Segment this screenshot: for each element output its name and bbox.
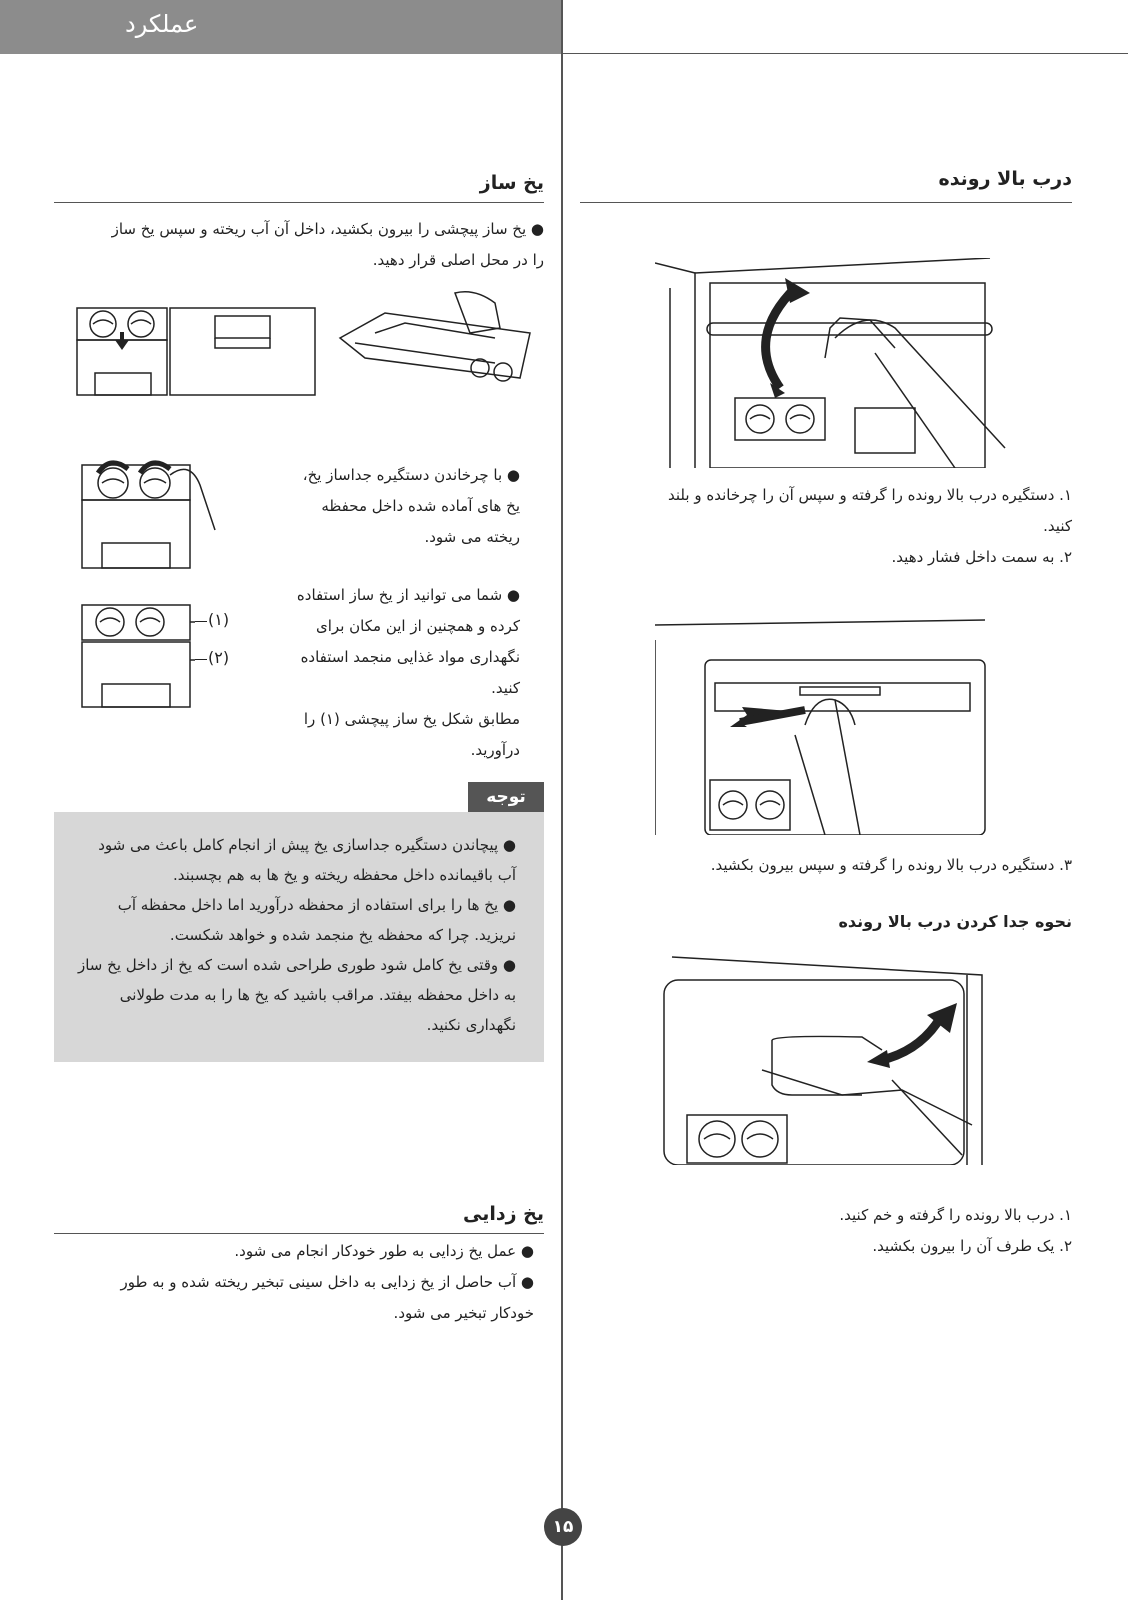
ice-maker-para-2 bbox=[250, 460, 520, 553]
note-line: آب باقیمانده داخل محفظه ریخته و یخ ها به هم بچسبند. bbox=[173, 866, 516, 884]
step-text: کنید. bbox=[1043, 517, 1072, 535]
note-title: توجه bbox=[468, 782, 544, 812]
illustration-ice-tray bbox=[75, 288, 545, 398]
illustration-pull-door bbox=[655, 615, 995, 835]
note-line: ● یخ ها را برای استفاده از محفظه درآورید اما داخل محفظه آب bbox=[117, 896, 516, 914]
note-text bbox=[62, 830, 516, 1040]
section-title-defrost: یخ زدایی bbox=[462, 1203, 544, 1225]
leader-line bbox=[195, 621, 207, 622]
column-divider bbox=[561, 0, 563, 1600]
para-line: ● آب حاصل از یخ زدایی به داخل سینی تبخیر ریخته شده و به طور bbox=[120, 1273, 534, 1291]
note-line: ● وقتی یخ کامل شود طوری طراحی شده است که یخ از داخل یخ ساز bbox=[77, 956, 516, 974]
label-2: (۲) bbox=[208, 648, 230, 667]
ice-maker-para-3 bbox=[250, 580, 520, 766]
note-line: ● پیچاندن دستگیره جداسازی یخ پیش از انجام کامل باعث می شود bbox=[98, 836, 516, 854]
step-text: ۱. دستگیره درب بالا رونده را گرفته و سپس آن را چرخانده و بلند bbox=[668, 486, 1072, 504]
header-line bbox=[562, 53, 1128, 54]
section-rule bbox=[54, 1233, 544, 1234]
para-line: مطابق شکل یخ ساز پیچشی (۱) را bbox=[303, 710, 520, 728]
para-line: نگهداری مواد غذایی منجمد استفاده bbox=[300, 648, 520, 666]
para-line: ریخته می شود. bbox=[424, 528, 520, 546]
section-title-ice-maker: یخ ساز bbox=[479, 172, 544, 194]
para-line: کنید. bbox=[491, 679, 520, 697]
label-1: (۱) bbox=[208, 610, 230, 629]
para-line: درآورید. bbox=[470, 741, 520, 759]
page-number: ۱۵ bbox=[544, 1508, 582, 1546]
section-rule bbox=[580, 202, 1072, 203]
note-line: نگهداری نکنید. bbox=[426, 1016, 516, 1034]
page-header-title: عملکرد bbox=[125, 10, 199, 38]
step-text: ۲. به سمت داخل فشار دهید. bbox=[891, 548, 1072, 566]
para-line: ● شما می توانید از یخ ساز استفاده bbox=[296, 586, 520, 604]
defrost-para bbox=[54, 1236, 534, 1329]
para-line: یخ های آماده شده داخل محفظه bbox=[321, 497, 520, 515]
para-line: ● با چرخاندن دستگیره جداساز یخ، bbox=[302, 466, 520, 484]
step-text: ۱. درب بالا رونده را گرفته و خم کنید. bbox=[839, 1206, 1072, 1224]
para-line: ● یخ ساز پیچشی را بیرون بکشید، داخل آن آب ریخته و سپس یخ ساز bbox=[111, 220, 544, 238]
section-title-remove-door: نحوه جدا کردن درب بالا رونده bbox=[838, 912, 1072, 931]
section-title-upper-door: درب بالا رونده bbox=[938, 168, 1072, 190]
illustration-lift-door bbox=[655, 258, 1015, 468]
illustration-twist-ice bbox=[80, 455, 230, 570]
para-line: کرده و همچنین از این مکان برای bbox=[316, 617, 520, 635]
ice-maker-para-1 bbox=[54, 214, 544, 276]
para-line: را در محل اصلی قرار دهید. bbox=[372, 251, 544, 269]
leader-line bbox=[195, 659, 207, 660]
illustration-ice-parts bbox=[80, 600, 195, 710]
section-rule bbox=[54, 202, 544, 203]
note-line: به داخل محفظه بیفتد. مراقب باشید که یخ ها را به مدت طولانی bbox=[119, 986, 516, 1004]
steps-remove-door bbox=[580, 1200, 1072, 1262]
step-3: ۳. دستگیره درب بالا رونده را گرفته و سپس بیرون بکشید. bbox=[710, 856, 1072, 874]
note-line: نریزید. چرا که محفظه یخ منجمد شده و خواهد شکست. bbox=[169, 926, 516, 944]
steps-upper-door bbox=[580, 480, 1072, 573]
illustration-remove-door bbox=[662, 955, 1022, 1165]
header-bar bbox=[0, 0, 562, 54]
para-line: خودکار تبخیر می شود. bbox=[393, 1304, 534, 1322]
step-text: ۲. یک طرف آن را بیرون بکشید. bbox=[872, 1237, 1072, 1255]
para-line: ● عمل یخ زدایی به طور خودکار انجام می شود. bbox=[234, 1242, 534, 1260]
